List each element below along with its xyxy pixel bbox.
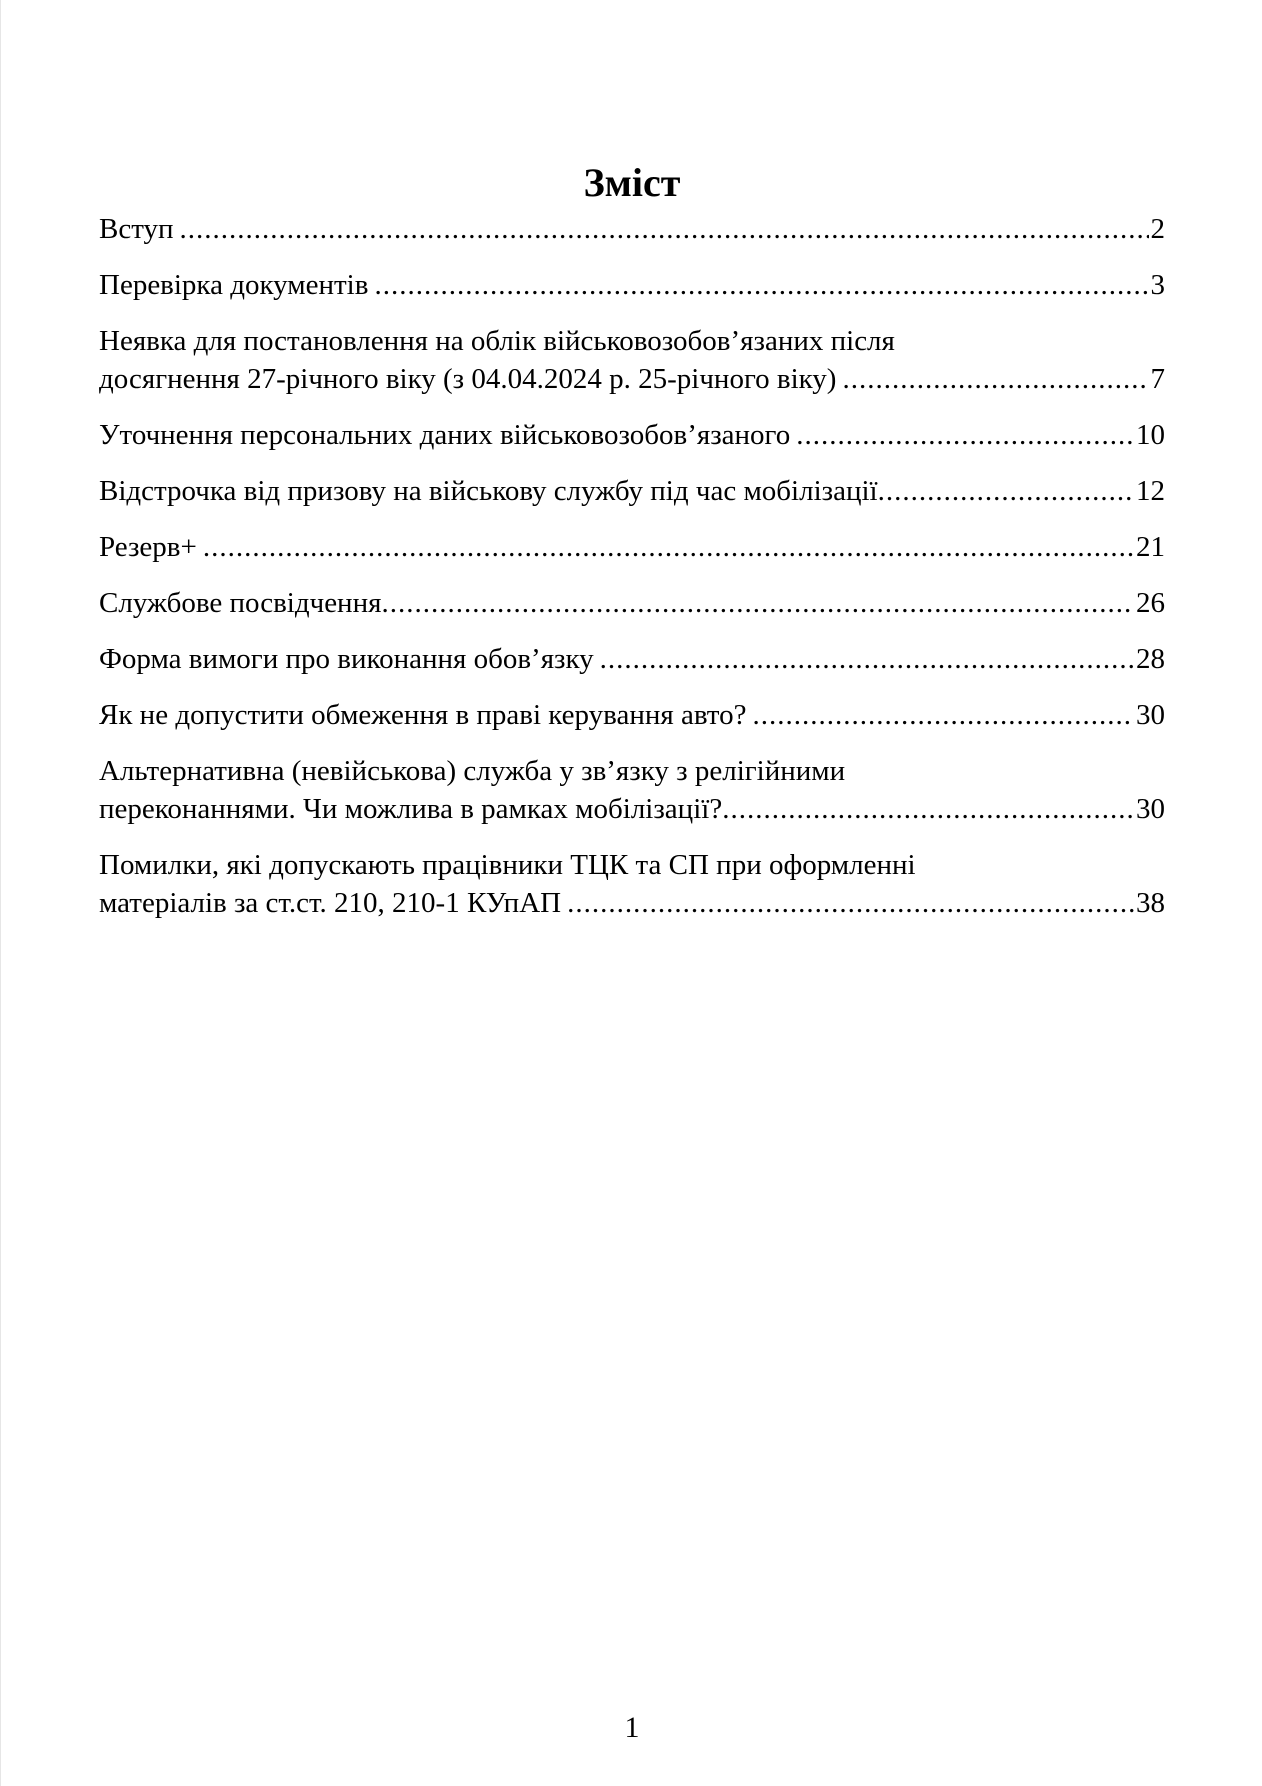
toc-entry-text: Як не допустити обмеження в праві керування авто? [99, 699, 747, 731]
toc-line [99, 416, 1165, 454]
toc-entry[interactable] [99, 528, 1165, 566]
toc-entry[interactable] [99, 846, 1165, 922]
toc-line [99, 322, 1165, 360]
toc-line [99, 884, 1165, 922]
toc-line [99, 210, 1165, 248]
toc-line [99, 790, 1165, 828]
toc-entry-text: Неявка для постановлення на облік військовозобов’язаних після [99, 325, 895, 357]
toc-line [99, 696, 1165, 734]
toc-line [99, 266, 1165, 304]
dot-leader [752, 696, 1134, 734]
toc-page-number: 30 [1136, 699, 1165, 731]
toc-entry[interactable] [99, 640, 1165, 678]
toc-entry-text: досягнення 27-річного віку (з 04.04.2024 р. 25-річного віку) [99, 363, 837, 395]
toc-page-number: 3 [1150, 269, 1165, 301]
dot-leader [878, 472, 1134, 510]
toc-entry-text: Резерв+ [99, 531, 197, 563]
toc-page-number: 12 [1136, 475, 1165, 507]
toc-line [99, 752, 1165, 790]
toc-page-number: 38 [1136, 887, 1165, 919]
toc-entry-text: Форма вимоги про виконання обов’язку [99, 643, 594, 675]
toc-entry-text: Перевірка документів [99, 269, 369, 301]
toc-line [99, 584, 1165, 622]
dot-leader [203, 528, 1134, 566]
toc-entry[interactable] [99, 266, 1165, 304]
toc-entry[interactable] [99, 696, 1165, 734]
toc-line [99, 528, 1165, 566]
toc-entry[interactable] [99, 472, 1165, 510]
table-of-contents [99, 210, 1165, 940]
toc-entry[interactable] [99, 322, 1165, 398]
dot-leader [567, 884, 1134, 922]
toc-line [99, 472, 1165, 510]
toc-page-number: 30 [1136, 793, 1165, 825]
toc-entry-text: переконаннями. Чи можлива в рамках мобілізації? [99, 793, 723, 825]
toc-page-number: 10 [1136, 419, 1165, 451]
toc-entry[interactable] [99, 584, 1165, 622]
toc-page-number: 21 [1136, 531, 1165, 563]
toc-entry[interactable] [99, 416, 1165, 454]
toc-page-number: 7 [1150, 363, 1165, 395]
toc-entry-text: Альтернативна (невійськова) служба у зв’язку з релігійними [99, 755, 846, 787]
toc-entry-text: матеріалів за ст.ст. 210, 210-1 КУпАП [99, 887, 562, 919]
toc-page-number: 28 [1136, 643, 1165, 675]
toc-entry[interactable] [99, 752, 1165, 828]
toc-entry-text: Вступ [99, 213, 174, 245]
toc-entry[interactable] [99, 210, 1165, 248]
toc-entry-text: Уточнення персональних даних військовозобов’язаного [99, 419, 791, 451]
toc-entry-text: Службове посвідчення [99, 587, 382, 619]
toc-entry-text: Відстрочка від призову на військову службу під час мобілізації [99, 475, 878, 507]
toc-page-number: 2 [1150, 213, 1165, 245]
dot-leader [374, 266, 1148, 304]
toc-entry-text: Помилки, які допускають працівники ТЦК та СП при оформленні [99, 849, 916, 881]
dot-leader [180, 210, 1149, 248]
page-number: 1 [624, 1711, 640, 1744]
dot-leader [842, 360, 1148, 398]
toc-page-number: 26 [1136, 587, 1165, 619]
dot-leader [796, 416, 1134, 454]
toc-line [99, 640, 1165, 678]
dot-leader [381, 584, 1134, 622]
toc-line [99, 360, 1165, 398]
page-title: Зміст [583, 160, 681, 205]
dot-leader [600, 640, 1134, 678]
toc-line [99, 846, 1165, 884]
dot-leader [722, 790, 1134, 828]
